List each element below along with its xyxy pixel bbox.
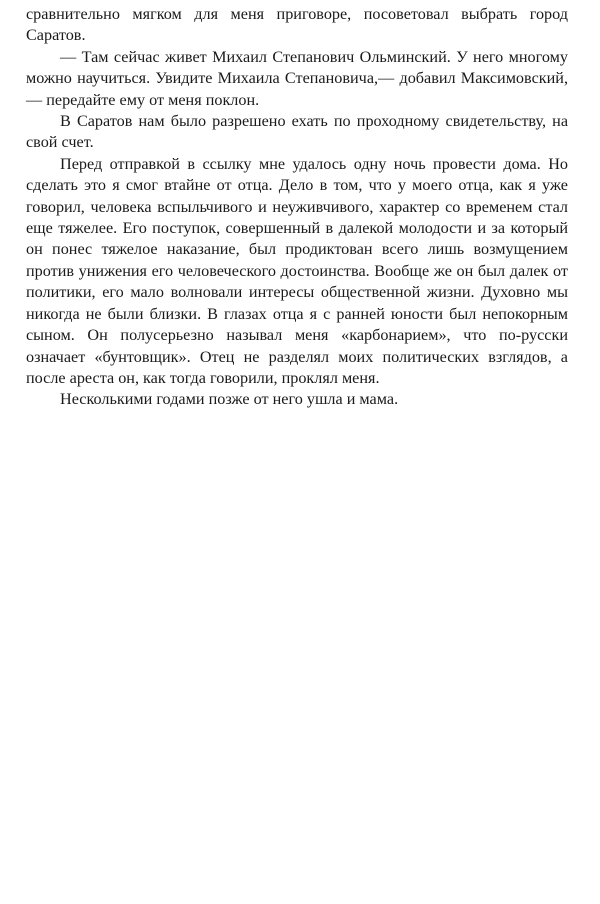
paragraph-saratov: В Саратов нам было разрешено ехать по проходному свидетельству, на свой счет. [26,112,568,152]
paragraph-mother: Несколькими годами позже от него ушла и мама. [60,390,399,409]
paragraph-continuation: сравнительно мягком для меня приговоре, посоветовал выбрать город Саратов. [26,5,568,45]
document-page [26,4,568,411]
paragraph-father: Перед отправкой в ссылку мне удалось одну ночь провести дома. Но сделать это я смог втайне от отца. Дело в том, что у моего отца, как я уже говорил, человека вспыльчивого и неуживчивого, характер со временем стал еще тяжелее. Его поступок, совершенный в далекой молодости и за который он понес тяжелое наказание, был продиктован всего лишь возмущением против унижения его человеческого достоинства. Вообще же он был далек от политики, его мало волновали интересы общественной жизни. Духовно мы никогда не были близки. В глазах отца я с ранней юности был непокорным сыном. Он полусерьезно называл меня «карбонарием», что по-русски означает «бунтовщик». Отец не разделял моих политических взглядов, а после ареста он, как тогда говорили, проклял меня. [26,154,568,387]
paragraph-dialogue: — Там сейчас живет Михаил Степанович Ольминский. У него многому можно научиться. Увидите Михаила Степановича,— добавил Максимовский,— передайте ему от меня поклон. [26,47,568,109]
